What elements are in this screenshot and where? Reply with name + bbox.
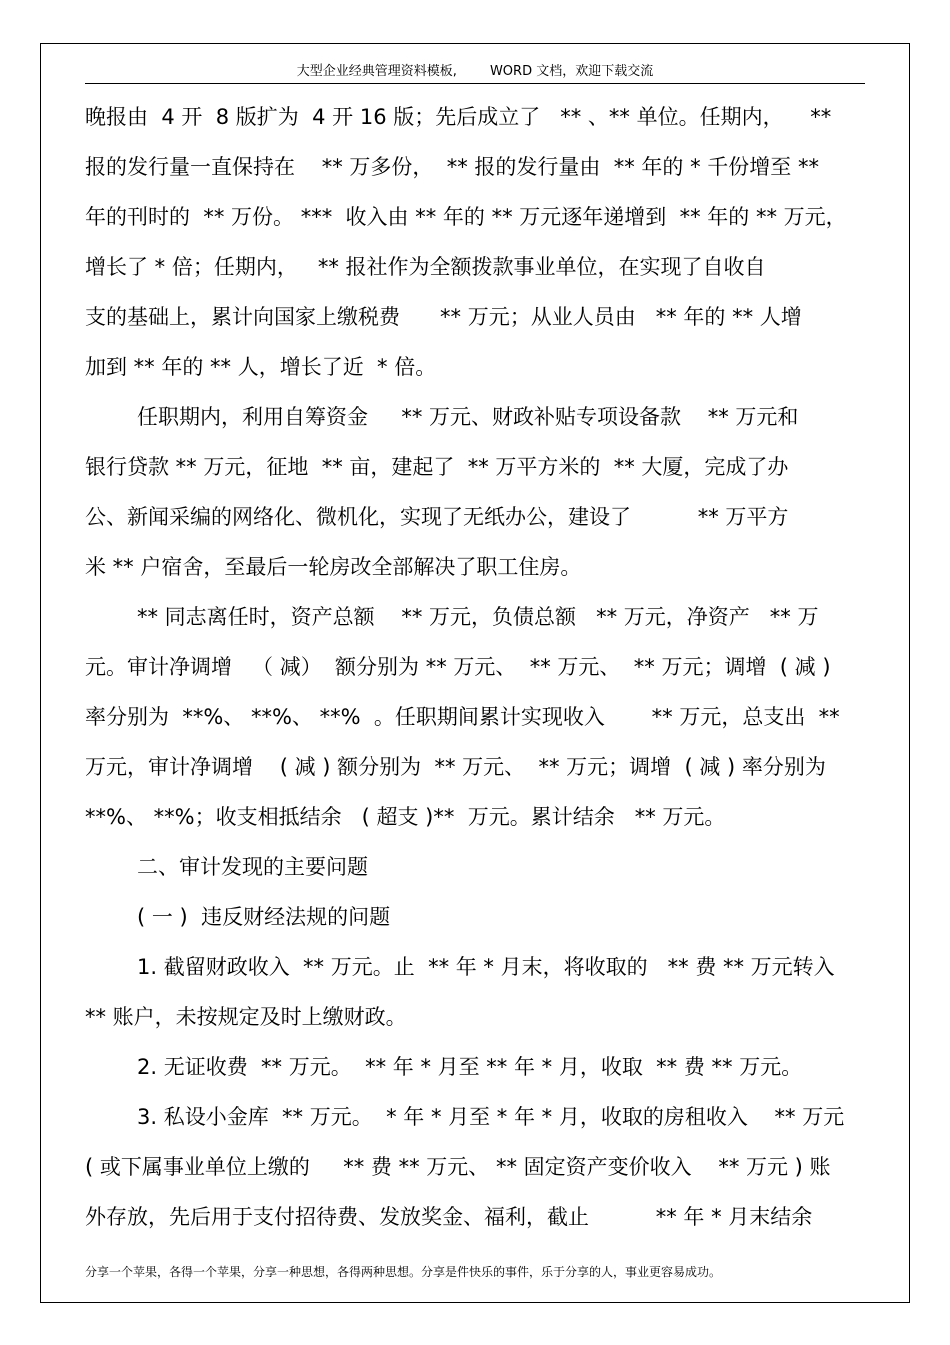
page-header: 大型企业经典管理资料模板, WORD 文档，欢迎下载交流 <box>296 64 654 79</box>
text-line: 元。审计净调增 （ 减） 额分别为 ** 万元、 ** 万元、 ** 万元；调增 ( 减 ) <box>85 655 831 679</box>
text-line: 银行贷款 ** 万元，征地 ** 亩，建起了 ** 万平方米的 ** 大厦，完成了办 <box>85 455 789 479</box>
text-line: 万元，审计净调增 ( 减 ) 额分别为 ** 万元、 ** 万元；调增 ( 减 ) 率分别为 <box>85 755 826 779</box>
text-line: 年的刊时的 ** 万份。 *** 收入由 ** 年的 ** 万元逐年递增到 ** 年的 ** 万元， <box>85 205 847 229</box>
header-divider <box>85 83 865 84</box>
text-line: 晚报由 4 开 8 版扩为 4 开 16 版；先后成立了 ** 、** 单位。任期内， ** <box>85 105 832 129</box>
text-line: 任职期内，利用自筹资金 ** 万元、财政补贴专项设备款 ** 万元和 <box>137 405 799 429</box>
text-line: 加到 ** 年的 ** 人，增长了近 * 倍。 <box>85 355 437 379</box>
text-line: 外存放，先后用于支付招待费、发放奖金、福利，截止 ** 年 * 月末结余 <box>85 1205 813 1229</box>
text-line: 二、审计发现的主要问题 <box>137 855 368 879</box>
text-line: 2. 无证收费 ** 万元。 ** 年 * 月至 ** 年 * 月，收取 ** 费 ** 万元。 <box>137 1055 803 1079</box>
text-line: 米 ** 户宿舍，至最后一轮房改全部解决了职工住房。 <box>85 555 582 579</box>
text-line: ( 一 ) 违反财经法规的问题 <box>137 905 391 929</box>
page-footer: 分享一个苹果，各得一个苹果，分享一种思想，各得两种思想。分享是件快乐的事件，乐于分享的人，事业更容易成功。 <box>85 1265 722 1279</box>
text-line: 增长了 * 倍；任期内， ** 报社作为全额拨款事业单位，在实现了自收自 <box>85 255 766 279</box>
text-line: ** 账户，未按规定及时上缴财政。 <box>85 1005 407 1029</box>
text-line: 3. 私设小金库 ** 万元。 * 年 * 月至 * 年 * 月，收取的房租收入 ** 万元 <box>137 1105 845 1129</box>
document-body <box>85 92 865 1242</box>
text-line: ** 同志离任时，资产总额 ** 万元，负债总额 ** 万元，净资产 ** 万 <box>137 605 819 629</box>
text-line: 支的基础上，累计向国家上缴税费 ** 万元；从业人员由 ** 年的 ** 人增 <box>85 305 802 329</box>
text-line: 1. 截留财政收入 ** 万元。止 ** 年 * 月末，将收取的 ** 费 ** 万元转入 <box>137 955 835 979</box>
text-line: 公、新闻采编的网络化、微机化，实现了无纸办公，建设了 ** 万平方 <box>85 505 789 529</box>
text-line: **%、 **%；收支相抵结余 ( 超支 )** 万元。累计结余 ** 万元。 <box>85 805 726 829</box>
text-line: 报的发行量一直保持在 ** 万多份， ** 报的发行量由 ** 年的 * 千份增至 ** <box>85 155 819 179</box>
text-line: ( 或下属事业单位上缴的 ** 费 ** 万元、 ** 固定资产变价收入 ** 万元 ) 账 <box>85 1155 831 1179</box>
text-line: 率分别为 **%、 **%、 **% 。任职期间累计实现收入 ** 万元，总支出 ** <box>85 705 840 729</box>
